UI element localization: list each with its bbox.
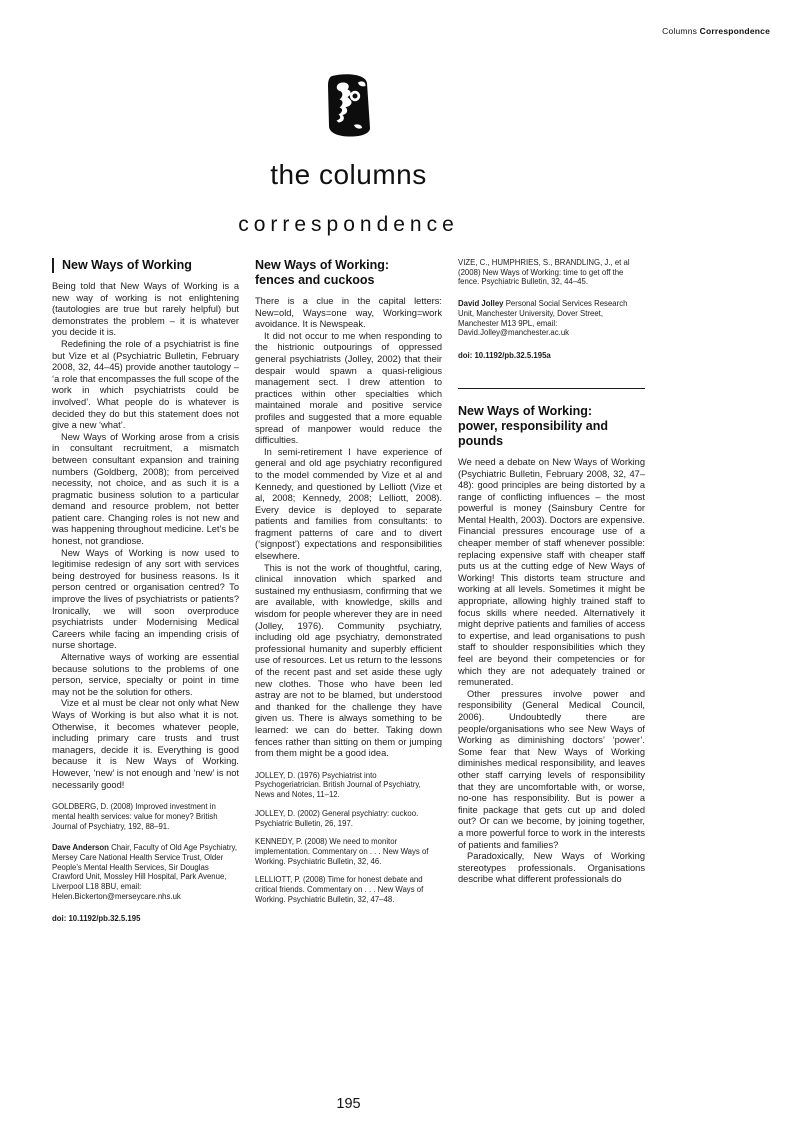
column-1 — [52, 258, 239, 923]
body-paragraph: Being told that New Ways of Working is a new way of working is not enlightening (tautologies are true but rarely helpful) but demonstrates the problem – it is whatever you decide it is. — [52, 281, 239, 338]
running-head-subsection: Correspondence — [699, 26, 770, 36]
body-paragraph: There is a clue in the capital letters: New=old, Ways=one way, Working=work avoidance. It is Newspeak. — [255, 296, 442, 330]
reference-entry: JOLLEY, D. (2002) General psychiatry: cuckoo. Psychiatric Bulletin, 26, 197. — [255, 808, 419, 828]
reference-entry: LELLIOTT, P. (2008) Time for honest debate and critical friends. Commentary on . . . New Ways of Working. Psychiatric Bulletin, 32, 47–48. — [255, 875, 424, 904]
column-2 — [255, 258, 442, 923]
section-title: correspondence — [238, 213, 459, 236]
columns-logo — [321, 74, 377, 138]
column-3 — [458, 258, 645, 923]
author-name: Dave Anderson — [52, 843, 109, 853]
running-head-section: Columns — [662, 26, 698, 36]
author-affiliation: Chair, Faculty of Old Age Psychiatry, Mersey Care National Health Service Trust, Older People’s Mental Health Services, Sir Douglas Crawford Unit, Mossley Hill Hospital, Park Avenue, Liverpool L18 8BU, email: Helen.Bickerton@merseycare.nhs.uk — [52, 843, 238, 901]
doi-line: doi: 10.1192/pb.32.5.195a — [458, 350, 551, 360]
body-paragraph: Other pressures involve power and responsibility (General Medical Council, 2006). Undoubtedly there are people/organisations who see New Ways of Working as diminishing doctors’ ‘power’. Some fear that New Ways of Working diminishes medical responsibility, and leaves other staff carrying levels of responsibility that they are uncomfortable with, or worse, no-one has responsibility. But is power a finite package that gets cut up and doled out? Or can we become, by joining together, a more powerful force to work in the interests of patients and families? — [458, 688, 645, 850]
body-paragraph: Alternative ways of working are essential because solutions to the problems of one person, service, specialty or point in time may not be the solution for others. — [52, 652, 239, 697]
author-block — [458, 299, 645, 338]
body-paragraph: This is not the work of thoughtful, caring, clinical innovation which sparked and sustained my enthusiasm, confirming that we are available, with knowledge, skills and wisdom for people wherever they are in need (Jolley, 1976). Community psychiatry, including old age psychiatry, demonstrated professional humanity and superbly efficient use of resources. Let us return to the lessons of the recent past and set aside these ugly new clothes. Those who have been led astray are not to be blamed, but understood and thanked for the challenge they have given us. There is always something to be learned: we can do better. Taking down fences rather than sitting on them or jumping from them might be a good idea. — [255, 562, 442, 759]
reference-entry: VIZE, C., HUMPHRIES, S., BRANDLING, J., et al (2008) New Ways of Working: time to get off the fence. Psychiatric Bulletin, 32, 44–45. — [458, 258, 630, 287]
page-number: 195 — [336, 1096, 361, 1112]
reference-entry: KENNEDY, P. (2008) We need to monitor implementation. Commentary on . . . New Ways of Working. Psychiatric Bulletin, 32, 46. — [255, 837, 429, 866]
body-paragraph: We need a debate on New Ways of Working (Psychiatric Bulletin, February 2008, 32, 47–48): good principles are being distorted by a range of conflicting influences – the most powerful is money (Sainsbury Centre for Mental Health, 2003). Doctors are expensive. Financial pressures encourage use of a cheaper member of staff whenever possible: replacing expensive staff with cheaper staff puts us at the cutting edge of New Ways of Working! This distorts team structure and working at all levels. Sometimes it might be appropriate, allowing highly trained staff to focus skills where needed. Alternatively it might deprive patients and families of access to expertise, and lead organisations to push staff to shoulder responsibilities which they feel are beyond their competencies or for which they are not adequately trained or remunerated. — [458, 456, 645, 688]
masthead-title: the columns — [270, 159, 427, 190]
reference-entry: JOLLEY, D. (1976) Psychiatrist into Psychogeriatrician. British Journal of Psychiatry, News and Notes, 11–12. — [255, 770, 421, 800]
letters-columns — [52, 258, 645, 923]
columns-janus-head-icon — [321, 74, 377, 138]
masthead — [52, 74, 645, 237]
body-paragraph: New Ways of Working arose from a crisis in consultant recruitment, a mismatch between consultant expansion and training numbers (Goldberg, 2008); from perceived necessity, not choice, and as such it is a pragmatic business solution to a particular demand and resource problem, not better patient care. Changing roles is not new and was happening throughout medicine. Let’s be honest, not grandiose. — [52, 431, 239, 547]
author-name: David Jolley — [458, 299, 504, 309]
letter-2-title: New Ways of Working: fences and cuckoos — [255, 258, 390, 287]
author-block — [52, 843, 239, 901]
body-paragraph: It did not occur to me when responding to the histrionic outpourings of oppressed general psychiatrists (Jolley, 2002) that their despair would spawn a quasi-religious management sect. I drew attention to practices within other specialties which maintained morale and positive service profiles and suggested that a more equable spread of manpower would reduce the difficulties. — [255, 330, 442, 446]
running-head — [662, 26, 770, 36]
letter-3-title: New Ways of Working: power, responsibility and pounds — [458, 403, 609, 448]
reference-entry: GOLDBERG, D. (2008) Improved investment in mental health services: value for money? British Journal of Psychiatry, 192, 88–91. — [52, 802, 218, 831]
letter-separator-rule — [458, 388, 645, 389]
doi-line: doi: 10.1192/pb.32.5.195 — [52, 914, 141, 924]
author-affiliation: Personal Social Services Research Unit, Manchester University, Dover Street, Manchester M13 9PL, email: David.Jolley@manchester.ac.uk — [458, 299, 628, 338]
body-paragraph: New Ways of Working is now used to legitimise redesign of any sort with services being destroyed for business reasons. Is it person centred or organisation centred? To improve the lives of psychiatrists or patients? Ironically, we will soon overproduce psychiatrists under Modernising Medical Careers while facing an impending crisis of nurse shortage. — [52, 547, 239, 651]
body-paragraph: Vize et al must be clear not only what New Ways of Working is but also what it is not. Otherwise, it becomes whatever people, including primary care trusts and trust managers, decide it is. Everything is good because it is New Ways of Working. However, ‘new’ is not enough and ‘new’ is not necessarily good! — [52, 698, 239, 790]
body-paragraph: In semi-retirement I have experience of general and old age psychiatry reconfigured to the model commended by Vize et al and Kennedy, and questioned by Lelliott (Vize et al, 2008; Kennedy, 2008; Lelliott, 2008). Every device is deployed to separate patients and families from consultants: to fragment patterns of care and to divert (‘signpost’) expectations and responsibilities elsewhere. — [255, 446, 442, 562]
body-paragraph: Redefining the role of a psychiatrist is fine but Vize et al (Psychiatric Bulletin, February 2008, 32, 44–45) provide another tautology – ‘a role that encompasses the full scope of the work in which psychiatrists could be involved’. What people do is whatever is decided they do but this statement does not give a new ‘what’. — [52, 338, 239, 431]
letter-1-title: New Ways of Working — [52, 258, 239, 273]
body-paragraph: Paradoxically, New Ways of Working stereotypes professionals. Organisations describe what different professionals do — [458, 851, 645, 885]
